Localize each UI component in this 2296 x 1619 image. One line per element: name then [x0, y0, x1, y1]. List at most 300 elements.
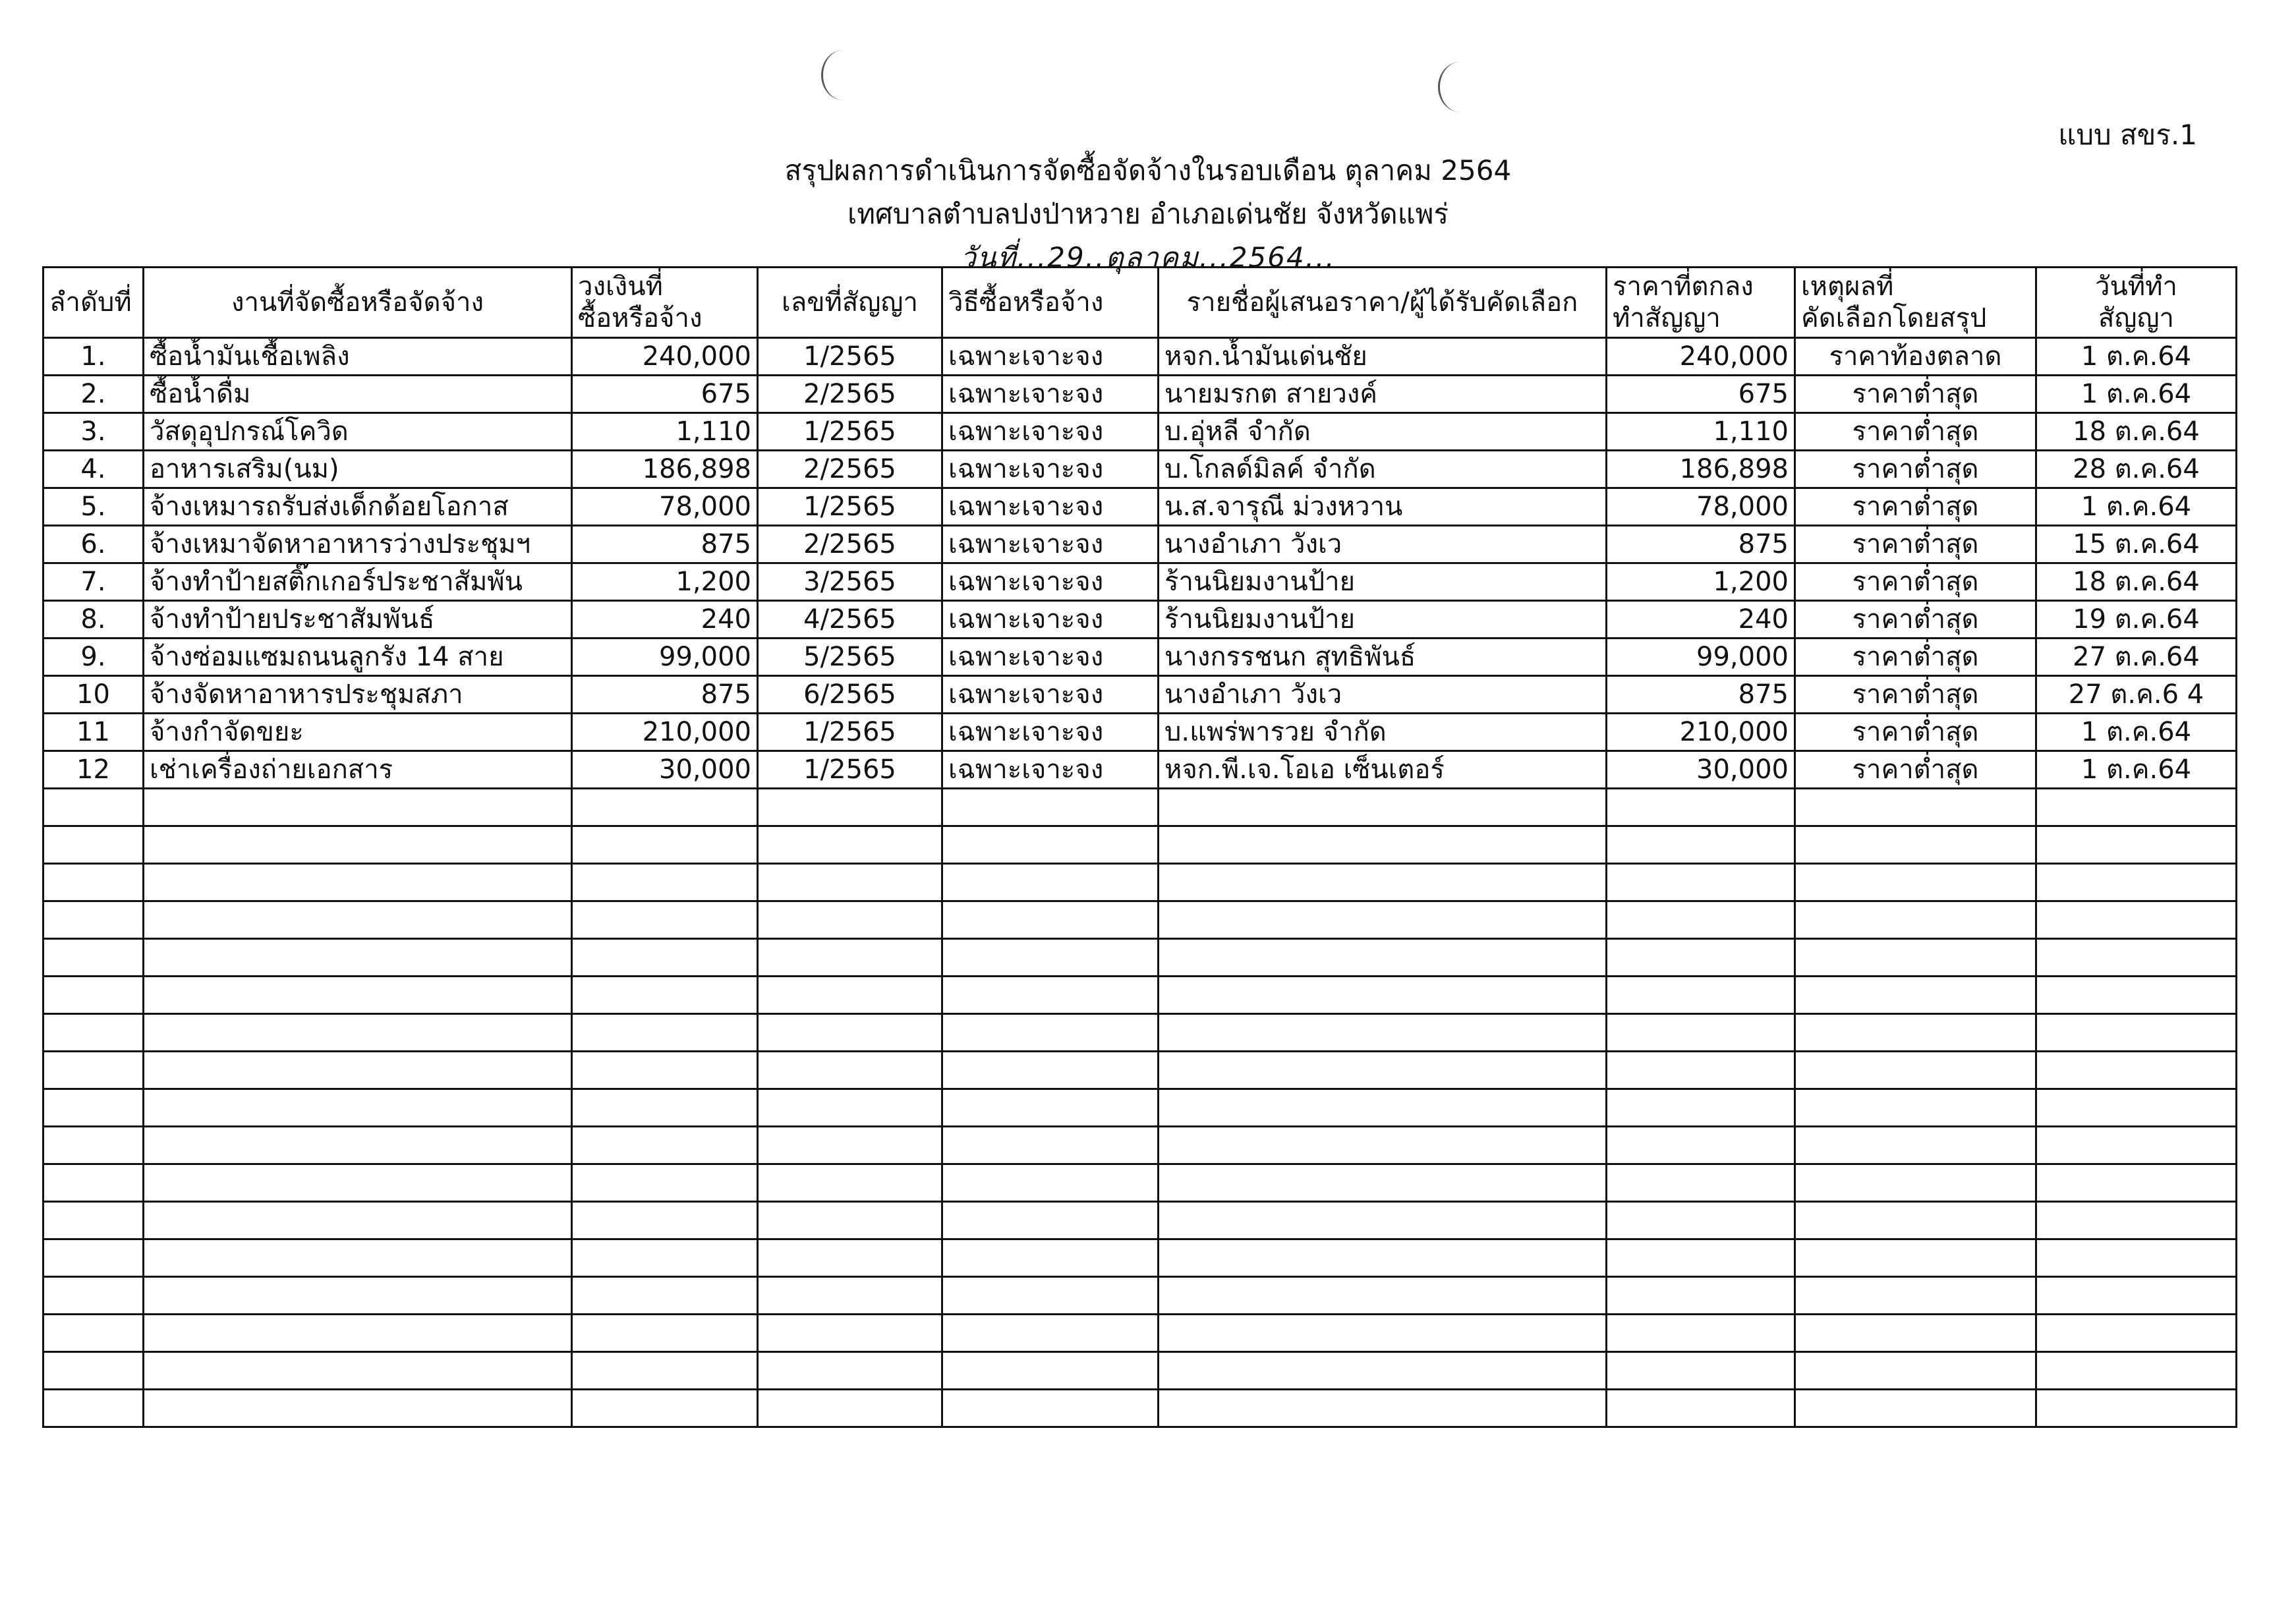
cell-vendor: ร้านนิยมงานป้าย: [1159, 563, 1607, 601]
empty-cell: [758, 1089, 942, 1127]
empty-cell: [758, 939, 942, 977]
empty-cell: [43, 1052, 144, 1089]
empty-cell: [1795, 1239, 2036, 1277]
empty-cell: [144, 1127, 572, 1164]
empty-cell: [1159, 1239, 1607, 1277]
cell-no: 10: [43, 676, 144, 714]
cell-contract: 3/2565: [758, 563, 942, 601]
empty-cell: [1159, 789, 1607, 826]
cell-method: เฉพาะเจาะจง: [942, 639, 1159, 676]
empty-cell: [43, 826, 144, 864]
empty-cell: [942, 1239, 1159, 1277]
cell-contract: 1/2565: [758, 413, 942, 451]
empty-cell: [942, 864, 1159, 901]
table-row: [43, 714, 2237, 751]
empty-cell: [43, 1390, 144, 1427]
cell-method: เฉพาะเจาะจง: [942, 601, 1159, 639]
cell-date: 18 ต.ค.64: [2036, 413, 2237, 451]
empty-cell: [572, 1164, 758, 1202]
empty-row: [43, 1052, 2237, 1089]
empty-cell: [43, 901, 144, 939]
cell-contract: 2/2565: [758, 451, 942, 488]
cell-budget: 240,000: [572, 338, 758, 376]
cell-reason: ราคาต่ำสุด: [1795, 601, 2036, 639]
empty-row: [43, 977, 2237, 1014]
empty-cell: [1795, 1052, 2036, 1089]
column-header-col-reason: [1795, 268, 2036, 338]
empty-cell: [144, 1164, 572, 1202]
document-header: [0, 149, 2296, 279]
empty-cell: [572, 1202, 758, 1239]
empty-cell: [43, 1239, 144, 1277]
empty-row: [43, 1127, 2237, 1164]
empty-cell: [758, 901, 942, 939]
cell-reason: ราคาท้องตลาด: [1795, 338, 2036, 376]
empty-cell: [1607, 789, 1795, 826]
empty-cell: [43, 1315, 144, 1352]
empty-cell: [942, 1052, 1159, 1089]
cell-contract: 6/2565: [758, 676, 942, 714]
cell-budget: 875: [572, 676, 758, 714]
empty-cell: [572, 1315, 758, 1352]
empty-cell: [942, 1315, 1159, 1352]
empty-cell: [1795, 826, 2036, 864]
empty-cell: [2036, 789, 2237, 826]
cell-budget: 186,898: [572, 451, 758, 488]
form-code: แบบ สขร.1: [2058, 119, 2197, 151]
cell-contract: 2/2565: [758, 526, 942, 563]
cell-price: 210,000: [1607, 714, 1795, 751]
cell-method: เฉพาะเจาะจง: [942, 376, 1159, 413]
empty-cell: [1607, 1164, 1795, 1202]
table-body: [43, 338, 2237, 1427]
empty-cell: [572, 1052, 758, 1089]
empty-cell: [144, 1014, 572, 1052]
column-header-col-method: [942, 268, 1159, 338]
empty-cell: [1159, 977, 1607, 1014]
empty-cell: [1795, 1390, 2036, 1427]
report-date: วันที่...29..ตุลาคม...2564...: [960, 241, 1336, 273]
cell-vendor: บ.โกลด์มิลค์ จำกัด: [1159, 451, 1607, 488]
cell-vendor: น.ส.จารุณี ม่วงหวาน: [1159, 488, 1607, 526]
document-title: สรุปผลการดำเนินการจัดซื้อจัดจ้างในรอบเดือน ตุลาคม 2564: [784, 154, 1512, 186]
empty-cell: [572, 1014, 758, 1052]
empty-cell: [572, 1089, 758, 1127]
empty-cell: [144, 864, 572, 901]
cell-budget: 1,200: [572, 563, 758, 601]
cell-item: อาหารเสริม(นม): [144, 451, 572, 488]
cell-price: 30,000: [1607, 751, 1795, 789]
table-row: [43, 751, 2237, 789]
empty-cell: [942, 1390, 1159, 1427]
empty-cell: [942, 826, 1159, 864]
empty-row: [43, 1390, 2237, 1427]
empty-cell: [1159, 864, 1607, 901]
cell-reason: ราคาต่ำสุด: [1795, 488, 2036, 526]
cell-item: วัสดุอุปกรณ์โควิด: [144, 413, 572, 451]
cell-reason: ราคาต่ำสุด: [1795, 451, 2036, 488]
empty-row: [43, 1164, 2237, 1202]
column-header-col-item: [144, 268, 572, 338]
cell-reason: ราคาต่ำสุด: [1795, 376, 2036, 413]
empty-cell: [1159, 939, 1607, 977]
empty-cell: [2036, 1164, 2237, 1202]
cell-budget: 675: [572, 376, 758, 413]
cell-date: 1 ต.ค.64: [2036, 751, 2237, 789]
cell-item: จ้างเหมารถรับส่งเด็กด้อยโอกาส: [144, 488, 572, 526]
empty-cell: [758, 1014, 942, 1052]
table-row: [43, 601, 2237, 639]
empty-cell: [1159, 1315, 1607, 1352]
cell-date: 28 ต.ค.64: [2036, 451, 2237, 488]
cell-no: 11: [43, 714, 144, 751]
cell-item: ซื้อน้ำดื่ม: [144, 376, 572, 413]
cell-price: 675: [1607, 376, 1795, 413]
column-header-text: ลำดับที่: [49, 287, 132, 318]
empty-cell: [572, 1390, 758, 1427]
cell-budget: 1,110: [572, 413, 758, 451]
empty-cell: [43, 1202, 144, 1239]
empty-cell: [2036, 1315, 2237, 1352]
cell-contract: 2/2565: [758, 376, 942, 413]
empty-cell: [43, 1352, 144, 1390]
empty-cell: [942, 1277, 1159, 1315]
empty-cell: [1159, 826, 1607, 864]
empty-row: [43, 1315, 2237, 1352]
table-row: [43, 676, 2237, 714]
agency-name: เทศบาลตำบลปงป่าหวาย อำเภอเด่นชัย จังหวัดแพร่: [847, 198, 1449, 230]
cell-date: 18 ต.ค.64: [2036, 563, 2237, 601]
empty-row: [43, 901, 2237, 939]
empty-cell: [144, 1315, 572, 1352]
empty-cell: [1607, 1239, 1795, 1277]
empty-cell: [1607, 901, 1795, 939]
cell-price: 99,000: [1607, 639, 1795, 676]
cell-price: 240: [1607, 601, 1795, 639]
empty-row: [43, 1089, 2237, 1127]
cell-price: 1,110: [1607, 413, 1795, 451]
empty-row: [43, 1277, 2237, 1315]
empty-cell: [1795, 1164, 2036, 1202]
empty-cell: [2036, 1390, 2237, 1427]
column-header-text: สัญญา: [2098, 303, 2175, 333]
table-row: [43, 338, 2237, 376]
cell-vendor: ร้านนิยมงานป้าย: [1159, 601, 1607, 639]
cell-vendor: บ.แพร่พารวย จำกัด: [1159, 714, 1607, 751]
empty-cell: [942, 789, 1159, 826]
cell-no: 12: [43, 751, 144, 789]
empty-cell: [1159, 901, 1607, 939]
empty-cell: [1159, 1277, 1607, 1315]
empty-cell: [1795, 1127, 2036, 1164]
empty-cell: [1159, 1089, 1607, 1127]
empty-cell: [43, 977, 144, 1014]
cell-date: 19 ต.ค.64: [2036, 601, 2237, 639]
empty-cell: [572, 864, 758, 901]
cell-no: 9.: [43, 639, 144, 676]
cell-item: จ้างซ่อมแซมถนนลูกรัง 14 สาย: [144, 639, 572, 676]
cell-no: 8.: [43, 601, 144, 639]
column-header-text: รายชื่อผู้เสนอราคา/ผู้ได้รับคัดเลือก: [1186, 287, 1578, 318]
table-row: [43, 413, 2237, 451]
empty-cell: [1159, 1202, 1607, 1239]
column-header-col-price: [1607, 268, 1795, 338]
cell-reason: ราคาต่ำสุด: [1795, 751, 2036, 789]
cell-date: 1 ต.ค.64: [2036, 338, 2237, 376]
cell-reason: ราคาต่ำสุด: [1795, 714, 2036, 751]
empty-cell: [572, 826, 758, 864]
empty-cell: [942, 977, 1159, 1014]
empty-cell: [1795, 1014, 2036, 1052]
column-header-text: ราคาที่ตกลง: [1613, 271, 1754, 302]
cell-vendor: นางอำเภา วังเว: [1159, 526, 1607, 563]
table-row: [43, 376, 2237, 413]
punch-hole-left: [821, 50, 865, 100]
empty-cell: [1607, 977, 1795, 1014]
cell-vendor: นางอำเภา วังเว: [1159, 676, 1607, 714]
empty-row: [43, 939, 2237, 977]
empty-cell: [144, 1352, 572, 1390]
empty-cell: [1795, 901, 2036, 939]
punch-hole-right: [1438, 62, 1482, 112]
empty-cell: [144, 1202, 572, 1239]
empty-cell: [1607, 1390, 1795, 1427]
cell-method: เฉพาะเจาะจง: [942, 714, 1159, 751]
cell-budget: 875: [572, 526, 758, 563]
column-header-text: ทำสัญญา: [1613, 303, 1721, 333]
empty-cell: [2036, 1089, 2237, 1127]
cell-no: 1.: [43, 338, 144, 376]
empty-cell: [144, 939, 572, 977]
column-header-text: วิธีซื้อหรือจ้าง: [948, 287, 1104, 318]
cell-no: 3.: [43, 413, 144, 451]
empty-cell: [572, 901, 758, 939]
empty-cell: [572, 1352, 758, 1390]
empty-cell: [942, 939, 1159, 977]
cell-reason: ราคาต่ำสุด: [1795, 676, 2036, 714]
empty-cell: [43, 1127, 144, 1164]
cell-no: 5.: [43, 488, 144, 526]
empty-cell: [1795, 1315, 2036, 1352]
empty-cell: [144, 1052, 572, 1089]
empty-cell: [1607, 1014, 1795, 1052]
empty-cell: [1795, 939, 2036, 977]
column-header-text: วันที่ทำ: [2095, 271, 2177, 302]
empty-cell: [1607, 1277, 1795, 1315]
empty-cell: [1795, 1352, 2036, 1390]
empty-cell: [942, 1164, 1159, 1202]
cell-price: 240,000: [1607, 338, 1795, 376]
empty-cell: [1607, 1202, 1795, 1239]
empty-cell: [942, 901, 1159, 939]
empty-cell: [1795, 1089, 2036, 1127]
empty-cell: [2036, 1014, 2237, 1052]
cell-item: จ้างเหมาจัดหาอาหารว่างประชุมฯ: [144, 526, 572, 563]
empty-cell: [1159, 1164, 1607, 1202]
column-header-col-no: [43, 268, 144, 338]
empty-cell: [43, 789, 144, 826]
cell-no: 7.: [43, 563, 144, 601]
cell-item: จ้างทำป้ายสติ๊กเกอร์ประชาสัมพัน: [144, 563, 572, 601]
empty-cell: [2036, 864, 2237, 901]
cell-budget: 30,000: [572, 751, 758, 789]
empty-cell: [758, 1390, 942, 1427]
cell-reason: ราคาต่ำสุด: [1795, 563, 2036, 601]
empty-cell: [144, 1239, 572, 1277]
empty-cell: [758, 1239, 942, 1277]
empty-cell: [1159, 1014, 1607, 1052]
empty-row: [43, 1239, 2237, 1277]
empty-cell: [942, 1352, 1159, 1390]
column-header-text: คัดเลือกโดยสรุป: [1801, 303, 1987, 333]
empty-cell: [1795, 1202, 2036, 1239]
column-header-text: เหตุผลที่: [1801, 271, 1894, 302]
cell-vendor: นางกรรชนก สุทธิพันธ์: [1159, 639, 1607, 676]
column-header-text: วงเงินที่: [578, 271, 663, 302]
empty-cell: [1607, 826, 1795, 864]
empty-cell: [2036, 1352, 2237, 1390]
empty-cell: [2036, 1052, 2237, 1089]
empty-cell: [572, 789, 758, 826]
cell-method: เฉพาะเจาะจง: [942, 338, 1159, 376]
empty-cell: [144, 789, 572, 826]
empty-cell: [1159, 1052, 1607, 1089]
column-header-col-budget: [572, 268, 758, 338]
table-header-row: [43, 268, 2237, 338]
procurement-table: [42, 266, 2237, 1428]
empty-row: [43, 1202, 2237, 1239]
cell-contract: 1/2565: [758, 751, 942, 789]
empty-cell: [1159, 1390, 1607, 1427]
cell-no: 6.: [43, 526, 144, 563]
empty-cell: [758, 789, 942, 826]
empty-cell: [144, 1277, 572, 1315]
empty-cell: [758, 1352, 942, 1390]
empty-row: [43, 826, 2237, 864]
cell-price: 186,898: [1607, 451, 1795, 488]
cell-method: เฉพาะเจาะจง: [942, 526, 1159, 563]
empty-cell: [2036, 826, 2237, 864]
empty-cell: [758, 1315, 942, 1352]
table-row: [43, 451, 2237, 488]
cell-price: 1,200: [1607, 563, 1795, 601]
cell-date: 1 ต.ค.64: [2036, 714, 2237, 751]
empty-row: [43, 1014, 2237, 1052]
cell-date: 1 ต.ค.64: [2036, 376, 2237, 413]
empty-cell: [758, 864, 942, 901]
cell-reason: ราคาต่ำสุด: [1795, 639, 2036, 676]
empty-cell: [144, 1089, 572, 1127]
cell-method: เฉพาะเจาะจง: [942, 413, 1159, 451]
cell-vendor: บ.อุ่หลี จำกัด: [1159, 413, 1607, 451]
column-header-text: ซื้อหรือจ้าง: [578, 303, 703, 333]
cell-contract: 1/2565: [758, 714, 942, 751]
cell-contract: 5/2565: [758, 639, 942, 676]
cell-contract: 4/2565: [758, 601, 942, 639]
empty-cell: [1795, 789, 2036, 826]
cell-budget: 78,000: [572, 488, 758, 526]
empty-cell: [43, 1164, 144, 1202]
cell-vendor: นายมรกต สายวงค์: [1159, 376, 1607, 413]
empty-cell: [572, 1239, 758, 1277]
cell-item: จ้างทำป้ายประชาสัมพันธ์: [144, 601, 572, 639]
cell-item: เช่าเครื่องถ่ายเอกสาร: [144, 751, 572, 789]
empty-cell: [758, 1052, 942, 1089]
empty-cell: [43, 1089, 144, 1127]
cell-method: เฉพาะเจาะจง: [942, 451, 1159, 488]
empty-cell: [1607, 1127, 1795, 1164]
cell-method: เฉพาะเจาะจง: [942, 751, 1159, 789]
empty-cell: [1795, 1277, 2036, 1315]
empty-cell: [1795, 977, 2036, 1014]
table-row: [43, 563, 2237, 601]
empty-cell: [2036, 939, 2237, 977]
empty-cell: [1795, 864, 2036, 901]
empty-cell: [572, 977, 758, 1014]
empty-row: [43, 1352, 2237, 1390]
table-row: [43, 526, 2237, 563]
empty-cell: [758, 1277, 942, 1315]
cell-budget: 99,000: [572, 639, 758, 676]
empty-cell: [144, 1390, 572, 1427]
empty-row: [43, 789, 2237, 826]
empty-cell: [144, 901, 572, 939]
column-header-text: เลขที่สัญญา: [782, 287, 918, 318]
cell-reason: ราคาต่ำสุด: [1795, 526, 2036, 563]
cell-date: 1 ต.ค.64: [2036, 488, 2237, 526]
empty-cell: [2036, 1202, 2237, 1239]
empty-cell: [43, 1014, 144, 1052]
column-header-col-date: [2036, 268, 2237, 338]
empty-cell: [942, 1089, 1159, 1127]
cell-item: ซื้อน้ำมันเชื้อเพลิง: [144, 338, 572, 376]
empty-cell: [942, 1202, 1159, 1239]
empty-cell: [1607, 1315, 1795, 1352]
empty-cell: [942, 1127, 1159, 1164]
cell-contract: 1/2565: [758, 488, 942, 526]
cell-vendor: หจก.น้ำมันเด่นชัย: [1159, 338, 1607, 376]
empty-cell: [1607, 864, 1795, 901]
cell-item: จ้างกำจัดขยะ: [144, 714, 572, 751]
empty-cell: [758, 826, 942, 864]
cell-price: 875: [1607, 676, 1795, 714]
empty-cell: [1159, 1352, 1607, 1390]
empty-cell: [572, 1277, 758, 1315]
cell-price: 78,000: [1607, 488, 1795, 526]
cell-date: 15 ต.ค.64: [2036, 526, 2237, 563]
cell-budget: 210,000: [572, 714, 758, 751]
cell-item: จ้างจัดหาอาหารประชุมสภา: [144, 676, 572, 714]
cell-method: เฉพาะเจาะจง: [942, 488, 1159, 526]
empty-cell: [2036, 901, 2237, 939]
column-header-text: งานที่จัดซื้อหรือจัดจ้าง: [231, 287, 484, 318]
empty-cell: [144, 977, 572, 1014]
empty-cell: [2036, 977, 2237, 1014]
empty-cell: [1607, 1352, 1795, 1390]
cell-budget: 240: [572, 601, 758, 639]
cell-vendor: หจก.พี.เจ.โอเอ เซ็นเตอร์: [1159, 751, 1607, 789]
empty-cell: [2036, 1239, 2237, 1277]
cell-contract: 1/2565: [758, 338, 942, 376]
table-row: [43, 488, 2237, 526]
empty-cell: [572, 939, 758, 977]
empty-cell: [144, 826, 572, 864]
empty-cell: [2036, 1127, 2237, 1164]
cell-no: 2.: [43, 376, 144, 413]
cell-date: 27 ต.ค.6 4: [2036, 676, 2237, 714]
empty-cell: [1607, 1052, 1795, 1089]
empty-cell: [1159, 1127, 1607, 1164]
